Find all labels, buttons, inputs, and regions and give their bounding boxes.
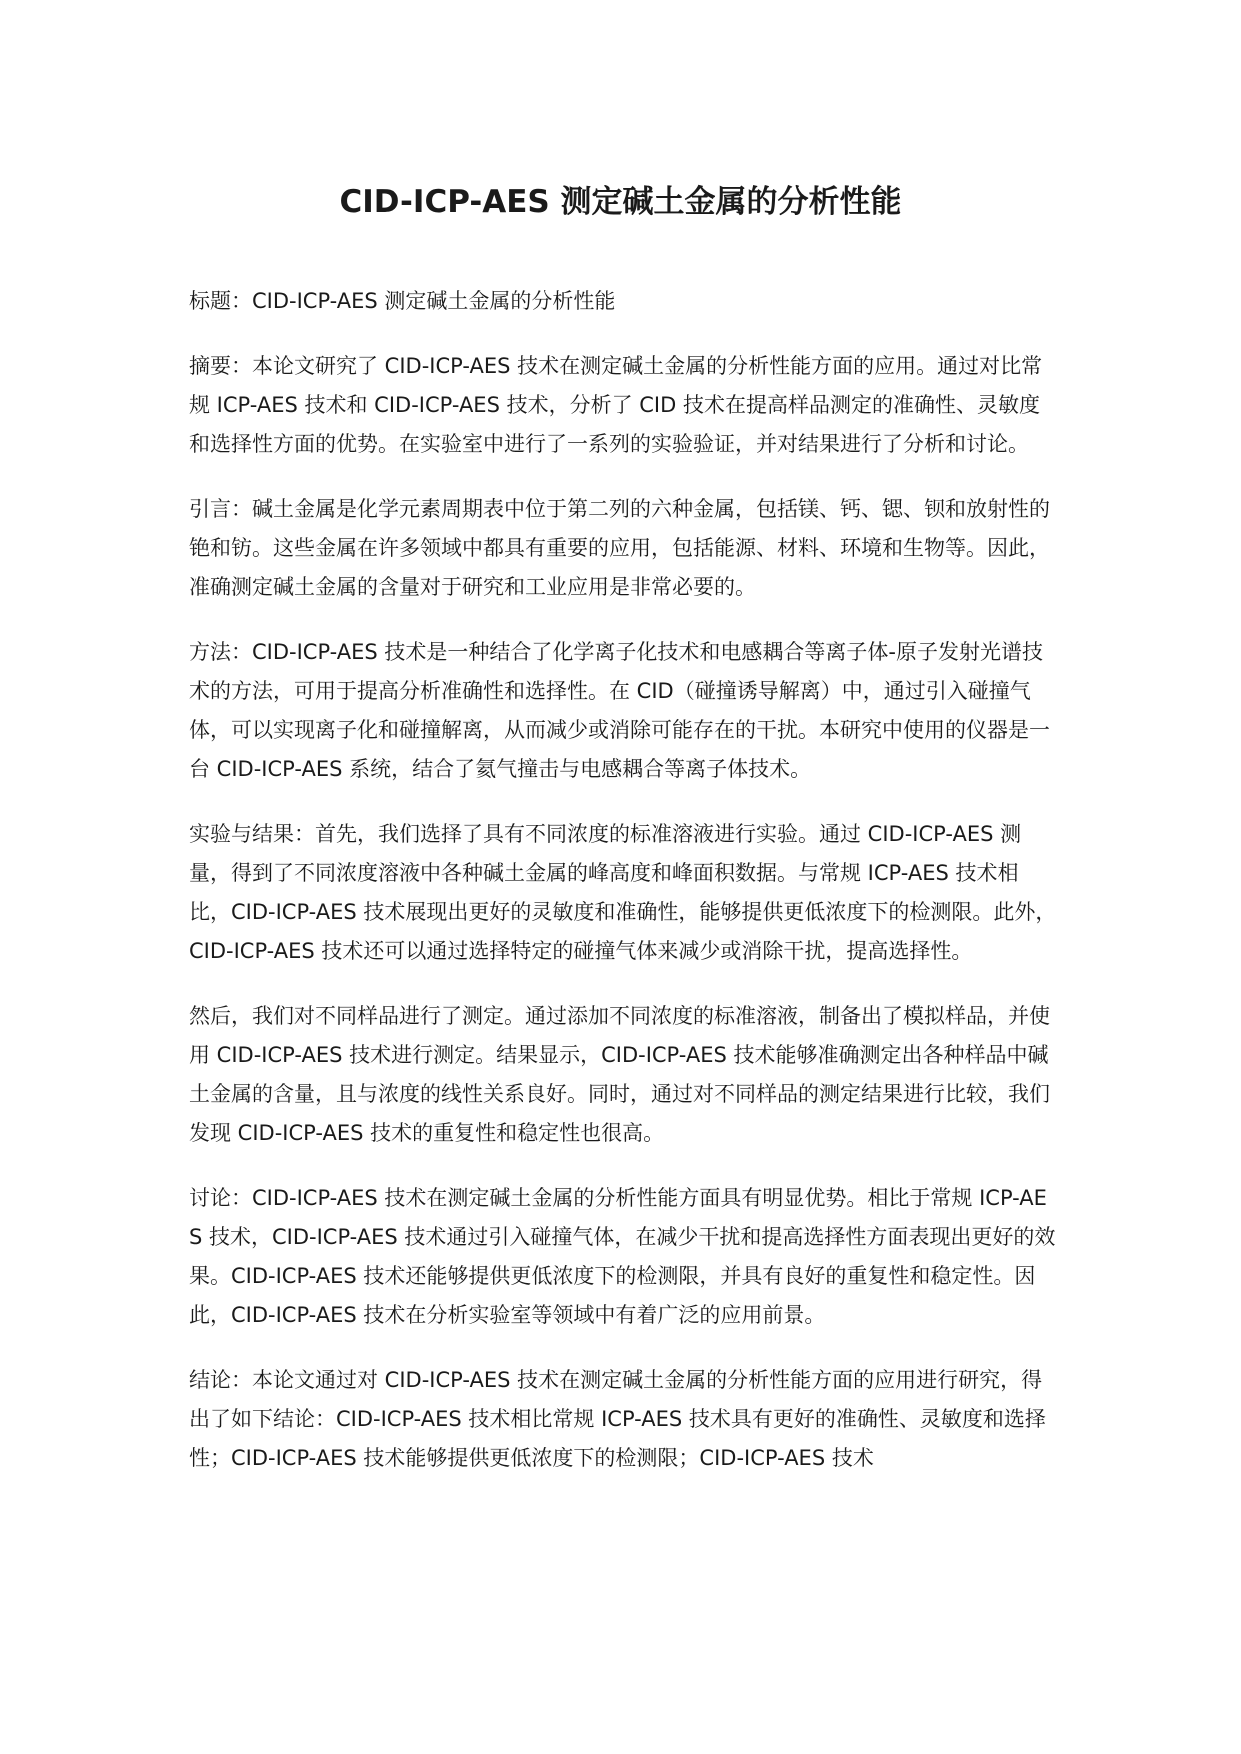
paragraph-abstract: 摘要：本论文研究了 CID-ICP-AES 技术在测定碱土金属的分析性能方面的应用。通过对比常规 ICP-AES 技术和 CID-ICP-AES 技术，分析了 CID 技术在提高样品测定的准确性、灵敏度和选择性方面的优势。在实验室中进行了一系列的实验验证，并对结果进行了分析和讨论。 bbox=[189, 354, 1043, 456]
paragraph-discussion: 讨论：CID-ICP-AES 技术在测定碱土金属的分析性能方面具有明显优势。相比于常规 ICP-AES 技术，CID-ICP-AES 技术通过引入碰撞气体，在减少干扰和提高选择性方面表现出更好的效果。CID-ICP-AES 技术还能够提供更低浓度下的检测限，并具有良好的重复性和稳定性。因此，CID-ICP-AES 技术在分析实验室等领域中有着广泛的应用前景。 bbox=[189, 1186, 1056, 1327]
paragraph-conclusion: 结论：本论文通过对 CID-ICP-AES 技术在测定碱土金属的分析性能方面的应用进行研究，得出了如下结论：CID-ICP-AES 技术相比常规 ICP-AES 技术具有更好的准确性、灵敏度和选择性；CID-ICP-AES 技术能够提供更低浓度下的检测限；CID-ICP-AES 技术 bbox=[189, 1368, 1046, 1470]
paragraph-sample-measurement: 然后，我们对不同样品进行了测定。通过添加不同浓度的标准溶液，制备出了模拟样品，并使用 CID-ICP-AES 技术进行测定。结果显示，CID-ICP-AES 技术能够准确测定出各种样品中碱土金属的含量，且与浓度的线性关系良好。同时，通过对不同样品的测定结果进行比较，我们发现 CID-ICP-AES 技术的重复性和稳定性也很高。 bbox=[189, 1004, 1050, 1145]
paragraph-title-line: 标题：CID-ICP-AES 测定碱土金属的分析性能 bbox=[189, 289, 616, 313]
document-body bbox=[189, 282, 1057, 1504]
paragraph-introduction: 引言：碱土金属是化学元素周期表中位于第二列的六种金属，包括镁、钙、锶、钡和放射性的铯和钫。这些金属在许多领域中都具有重要的应用，包括能源、材料、环境和生物等。因此，准确测定碱土金属的含量对于研究和工业应用是非常必要的。 bbox=[189, 497, 1050, 599]
paragraph-experiment-results: 实验与结果：首先，我们选择了具有不同浓度的标准溶液进行实验。通过 CID-ICP-AES 测量，得到了不同浓度溶液中各种碱土金属的峰高度和峰面积数据。与常规 ICP-AES 技术相比，CID-ICP-AES 技术展现出更好的灵敏度和准确性，能够提供更低浓度下的检测限。此外，CID-ICP-AES 技术还可以通过选择特定的碰撞气体来减少或消除干扰，提高选择性。 bbox=[189, 822, 1057, 963]
document-title: CID-ICP-AES 测定碱土金属的分析性能 bbox=[339, 184, 902, 220]
paragraph-method: 方法：CID-ICP-AES 技术是一种结合了化学离子化技术和电感耦合等离子体-原子发射光谱技术的方法，可用于提高分析准确性和选择性。在 CID（碰撞诱导解离）中，通过引入碰撞气体，可以实现离子化和碰撞解离，从而减少或消除可能存在的干扰。本研究中使用的仪器是一台 CID-ICP-AES 系统，结合了氦气撞击与电感耦合等离子体技术。 bbox=[189, 640, 1050, 781]
